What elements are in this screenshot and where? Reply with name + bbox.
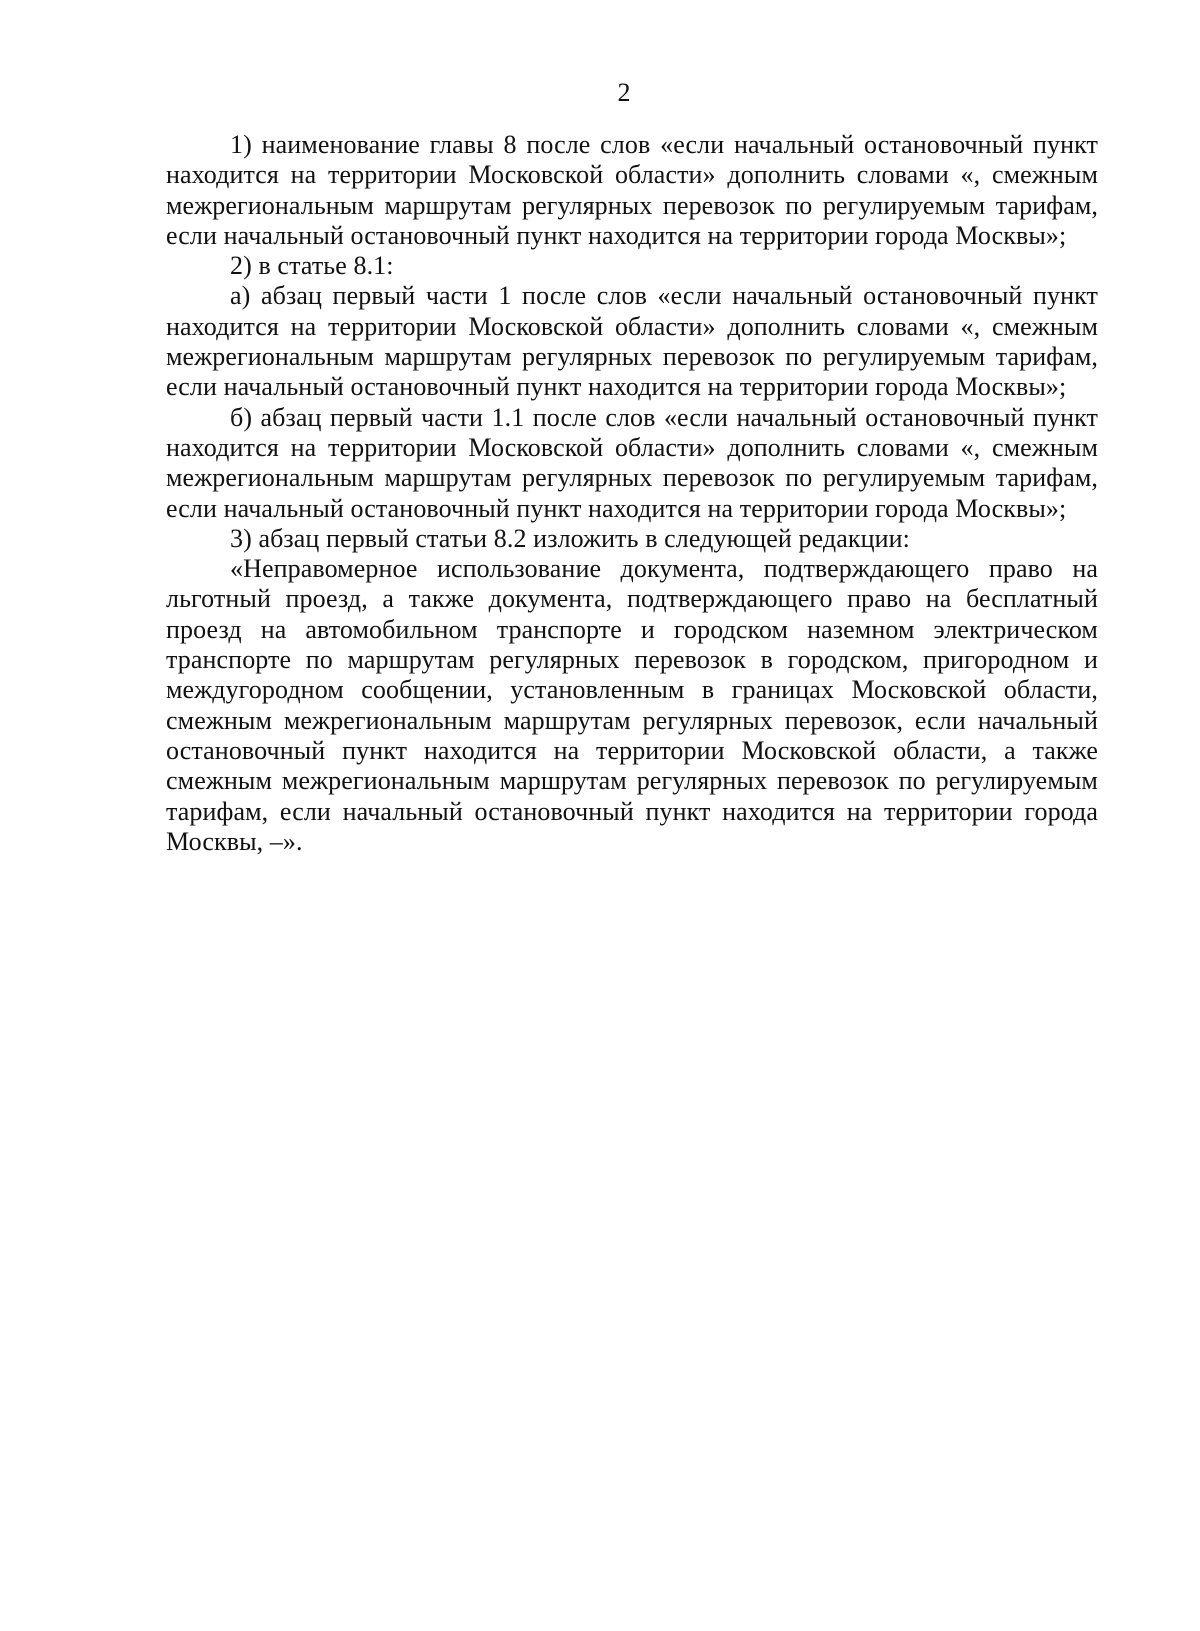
document-body <box>166 130 1098 857</box>
paragraph-item-1: 1) наименование главы 8 после слов «если начальный остановочный пункт находится на территории Московской области» дополнить словами «, смежным межрегиональным маршрутам регулярных перевозок по регулируемым тарифам, если начальный остановочный пункт находится на территории города Москвы»; <box>166 130 1098 250</box>
paragraph-item-2b: б) абзац первый части 1.1 после слов «если начальный остановочный пункт находится на территории Московской области» дополнить словами «, смежным межрегиональным маршрутам регулярных перевозок по регулируемым тарифам, если начальный остановочный пункт находится на территории города Москвы»; <box>166 402 1098 523</box>
paragraph-item-2: 2) в статье 8.1: <box>230 251 394 281</box>
paragraph-item-3: 3) абзац первый статьи 8.2 изложить в следующей редакции: <box>230 523 910 553</box>
paragraph-item-2a: а) абзац первый части 1 после слов «если начальный остановочный пункт находится на территории Московской области» дополнить словами «, смежным межрегиональным маршрутам регулярных перевозок по регулируемым тарифам, если начальный остановочный пункт находится на территории города Москвы»; <box>166 281 1098 402</box>
paragraph-new-wording: «Неправомерное использование документа, подтверждающего право на льготный проезд, а также документа, подтверждающего право на бесплатный проезд на автомобильном транспорте и городском наземном электрическом транспорте по маршрутам регулярных перевозок в городском, пригородном и междугородном сообщении, установленным в границах Московской области, смежным межрегиональным маршрутам регулярных перевозок, если начальный остановочный пункт находится на территории Московской области, а также смежным межрегиональным маршрутам регулярных перевозок по регулируемым тарифам, если начальный остановочный пункт находится на территории города Москвы, –». <box>166 554 1098 856</box>
page-number: 2 <box>617 78 631 107</box>
